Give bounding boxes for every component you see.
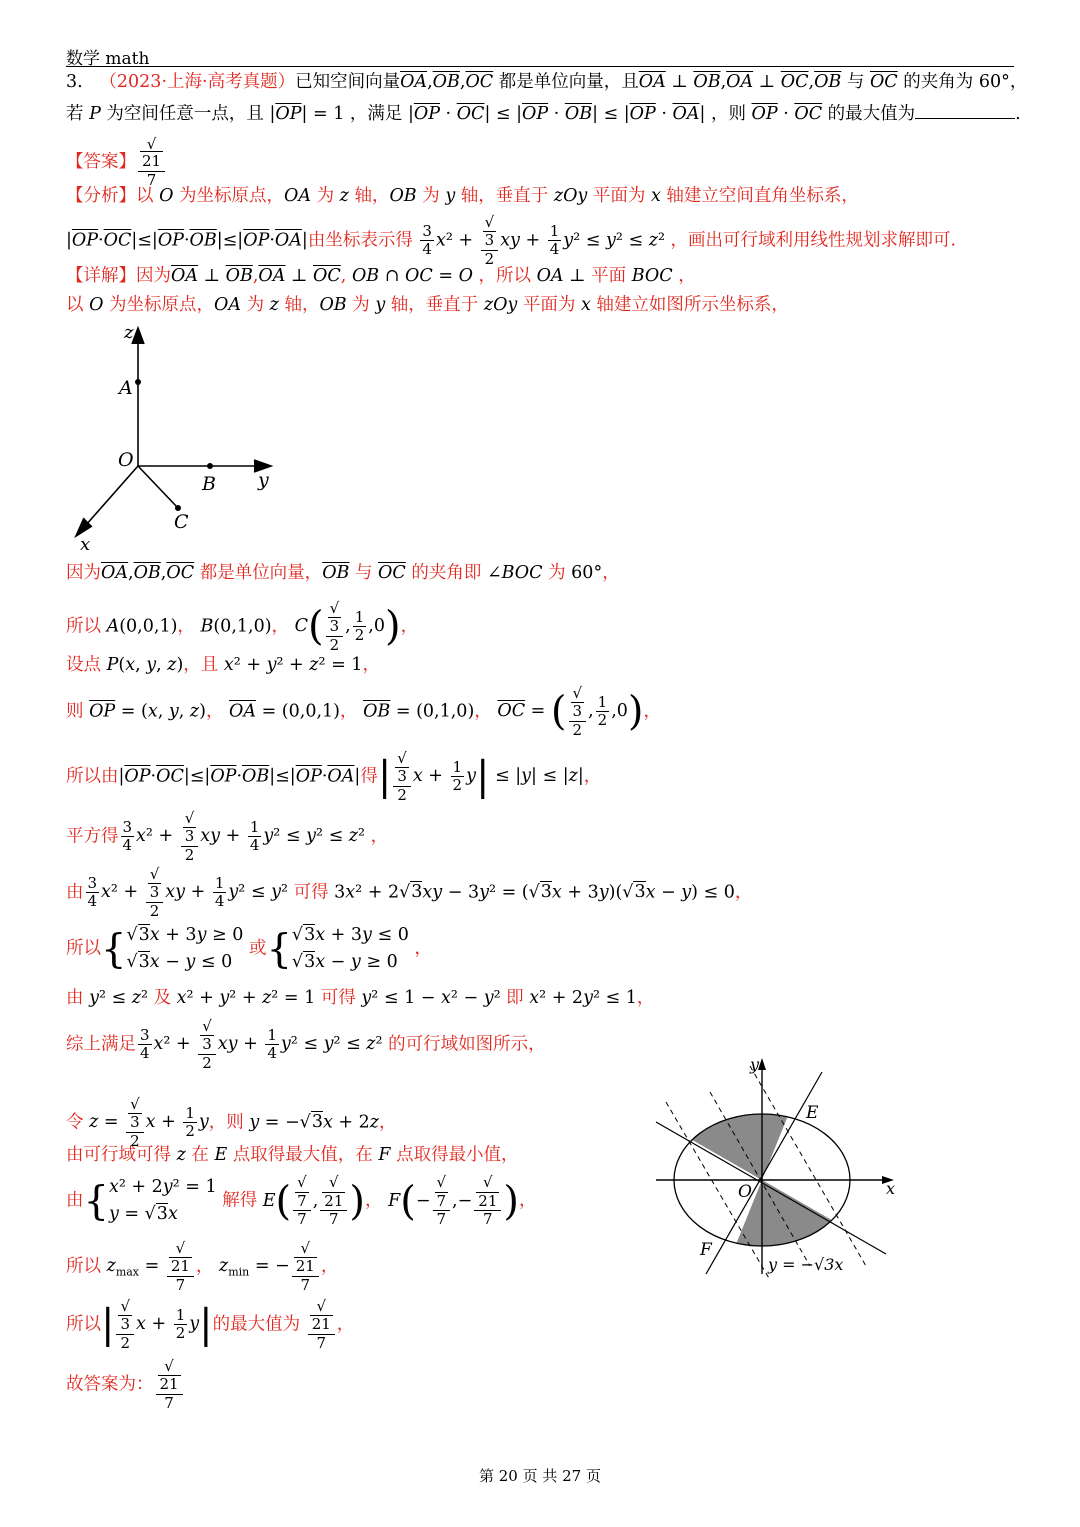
page-footer: 第 20 页 共 27 页 [478, 1467, 601, 1485]
fig1-label-z: z [124, 322, 134, 343]
detail-line-13: 令 z = √ 3 2 x + $\frac{1}{2}$ y，则 y = −√3x + 2z， [66, 1095, 397, 1150]
fig1-label-C: C [174, 511, 189, 533]
detail-label: 【详解】 [66, 266, 136, 286]
detail-line-16: 所以 $z_{max}$ = √ 21 7 ， $z_{min}$ = − √ 21 7 ， [66, 1239, 339, 1294]
coordinate-axes-figure [64, 320, 284, 556]
fig2-label-E: E [806, 1103, 819, 1123]
page-header-subject: 数学 math [66, 49, 150, 69]
detail-line-17: 所以| √ 3 2 x + $\frac{1}{2}$ y|的最大值为 √ 21 7 ， [66, 1297, 355, 1352]
fig1-label-y: y [258, 469, 269, 491]
fig1-label-x: x [80, 534, 91, 555]
fig2-label-line: y = −√3x [768, 1255, 844, 1274]
detail-line-1: 【详解】因为$\overline{OA}$ ⊥ $\overline{OB},\overline{OA}$ ⊥ $\overline{OC}$, OB ∩ OC = O ，所以 OA ⊥ 平面 BOC ， [66, 266, 696, 286]
fig1-label-B: B [202, 473, 216, 495]
fig1-label-A: A [119, 377, 133, 399]
detail-line-18: 故答案为： √ 21 7 [66, 1358, 185, 1412]
answer-blank [915, 118, 1015, 119]
detail-line-4: 所以 A(0,0,1)， B(0,1,0)， C( √ 3 2 , $\frac{1}{2}$ ,0)， [66, 599, 419, 654]
detail-line-12: 综上满足 $\frac{3}{4}$ x² + √ 3 2 xy + $\frac{1}{4}$ y² ≤ y² ≤ z² 的可行域如图所示， [66, 1017, 546, 1072]
problem-number: 3. [66, 72, 83, 92]
problem-line-2: 若 P 为空间任意一点，且 $|\overline{OP}| = 1$ ，满足 $|\overline{OP} \cdot \overline{OC}| \le |\overline{OP} \cdot \overline{OB}| \le |\overline{OP} \cdot \overline{OA}|$ ，则 $\overline{OP} \cdot \overline{OC}$ 的最大值为 . [66, 104, 1021, 124]
fig1-label-O: O [118, 449, 134, 471]
detail-line-6: 则 $\overline{OP} = (x$, y, z)， $\overline{OA} = (0,0,1)$， $\overline{OB} = (0,1,0)$， $\overline{OC}$ = ( √ 3 2 , $\frac{1}{2}$ ,0)， [66, 684, 661, 739]
detail-line-7: 所以由$|\overline{OP}\cdot\overline{OC}|\le|\overline{OP}\cdot\overline{OB}|\le|\overline{OP}\cdot\overline{OA}|$得| √ 3 2 x + $\frac{1}{2}$ y| ≤ |y| ≤ |z|， [66, 749, 602, 804]
detail-line-3: 因为$\overline{OA},\overline{OB},\overline{OC}$ 都是单位向量，$\overline{OB}$ 与 $\overline{OC}$ 的夹角即 ∠BOC 为 60°， [66, 563, 620, 583]
header-divider [66, 66, 1014, 67]
fig2-label-y: y [750, 1055, 760, 1074]
fig2-label-O: O [738, 1182, 752, 1202]
detail-line-5: 设点 P(x, y, z)，且 x² + y² + z² = 1， [66, 655, 380, 675]
analysis-line-2: $|\overline{OP}\cdot\overline{OC}|\le|\overline{OP}\cdot\overline{OB}|\le|\overline{OP}\cdot\overline{OA}|$由坐标表示得 $\frac{3}{4}$ x² + √ 3 2 xy + $\frac{1}{4}$ y² ≤ y² ≤ z² ，画出可行域利用线性规划求解即可. [66, 213, 957, 268]
analysis-label: 【分析】 [66, 186, 136, 206]
detail-line-14: 由可行域可得 z 在 E 点取得最大值，在 F 点取得最小值， [66, 1145, 519, 1165]
detail-line-2: 以 O 为坐标原点，OA 为 z 轴，OB 为 y 轴，垂直于 zOy 平面为 x 轴建立如图所示坐标系， [66, 295, 789, 315]
problem-line-1: 3. （2023·上海·高考真题）已知空间向量$\overline{OA},\overline{OB},\overline{OC}$ 都是单位向量，且$\overline{OA}$ ⊥ $\overline{OB},\overline{OA}$ ⊥ $\overline{OC},\overline{OB}$ 与 $\overline{OC}$ 的夹角为 60°， [66, 72, 1028, 92]
answer-label: 【答案】 [66, 151, 136, 172]
detail-line-8: 平方得 $\frac{3}{4}$ x² + √ 3 2 xy + $\frac{1}{4}$ y² ≤ y² ≤ z² ， [66, 809, 389, 864]
detail-line-10: 所以{√3x + 3y ≥ 0 √3x − y ≤ 0 或{√3x + 3y ≤ 0 √3x − y ≥ 0 ， [66, 925, 432, 973]
detail-line-11: 由 y² ≤ z² 及 x² + y² + z² = 1 可得 y² ≤ 1 − x² − y² 即 x² + 2y² ≤ 1， [66, 988, 655, 1008]
fig2-label-F: F [700, 1240, 712, 1260]
problem-source: （2023·上海·高考真题） [99, 72, 296, 92]
detail-line-15: 由{x² + 2y² = 1 y = √3x 解得 E( √ 7 7 , √ 21 7 )， F(− √ 7 7 ,− √ 21 7 )， [66, 1173, 537, 1228]
feasible-region-figure [650, 1052, 910, 1280]
analysis-line-1: 【分析】以 O 为坐标原点，OA 为 z 轴，OB 为 y 轴，垂直于 zOy 平面为 x 轴建立空间直角坐标系， [66, 186, 859, 206]
detail-line-9: 由 $\frac{3}{4}$ x² + √ 3 2 xy + $\frac{1}{4}$ y² ≤ y² 可得 3x² + 2√3xy − 3y² = (√3x + 3y)(√3x − y) ≤ 0， [66, 865, 753, 920]
fig2-label-x: x [886, 1179, 896, 1198]
answer-line: 【答案】 √ 21 7 [66, 136, 167, 189]
